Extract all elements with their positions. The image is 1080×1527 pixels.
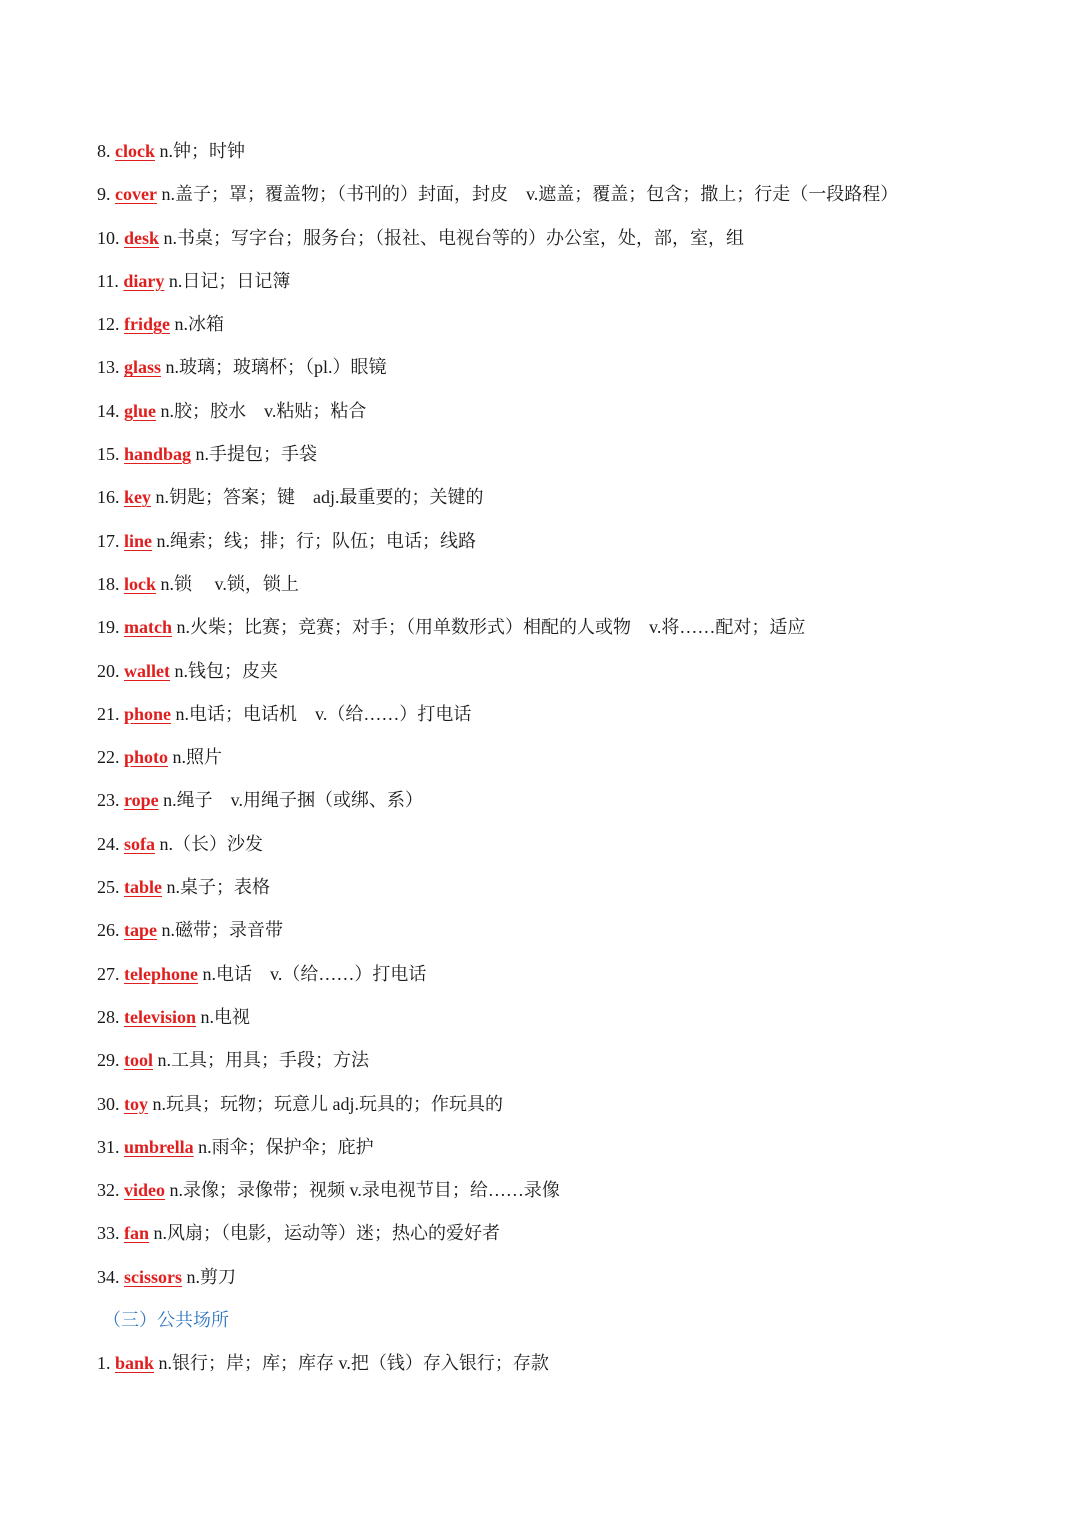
- entry-word: sofa: [124, 833, 155, 854]
- vocab-entry: [97, 178, 1037, 221]
- entry-definition: n.磁带；录音带: [161, 920, 283, 941]
- vocabulary-list: [97, 135, 1037, 1391]
- entry-word: glass: [124, 357, 162, 378]
- entry-number: 13.: [97, 357, 120, 378]
- entry-word: key: [124, 487, 151, 508]
- entry-definition: n.锁 v.锁，锁上: [160, 573, 299, 594]
- entry-number: 24.: [97, 833, 120, 854]
- entry-word: fridge: [124, 314, 170, 335]
- entry-word: lock: [124, 573, 157, 594]
- entry-number: 32.: [97, 1180, 120, 1201]
- vocab-entry: [97, 265, 1037, 308]
- entry-word: desk: [124, 227, 160, 248]
- entry-word: toy: [124, 1093, 148, 1114]
- entry-definition: n.录像；录像带；视频 v.录电视节目；给……录像: [169, 1180, 560, 1201]
- vocab-entry: [97, 1044, 1037, 1087]
- entry-number: 31.: [97, 1136, 120, 1157]
- entry-definition: n.电视: [200, 1006, 250, 1027]
- entry-definition: n.火柴；比赛；竞赛；对手；（用单数形式）相配的人或物 v.将……配对；适应: [176, 617, 806, 638]
- entry-word: wallet: [124, 660, 170, 681]
- entry-definition: n.玻璃；玻璃杯；（pl.）眼镜: [165, 357, 387, 378]
- vocab-entry: [97, 568, 1037, 611]
- entry-number: 17.: [97, 530, 120, 551]
- vocab-entry: [97, 1261, 1037, 1304]
- entry-number: 14.: [97, 400, 120, 421]
- entry-number: 22.: [97, 747, 120, 768]
- vocab-entry: [97, 438, 1037, 481]
- entry-definition: n.钥匙；答案；键 adj.最重要的；关键的: [155, 487, 484, 508]
- entry-number: 29.: [97, 1050, 120, 1071]
- vocab-entry: [97, 914, 1037, 957]
- entry-definition: n.冰箱: [174, 314, 224, 335]
- entry-number: 16.: [97, 487, 120, 508]
- vocab-entry: [97, 135, 1037, 178]
- vocab-entry: [97, 741, 1037, 784]
- entry-word: bank: [115, 1353, 155, 1374]
- entry-definition: n.日记；日记簿: [168, 270, 291, 291]
- entry-definition: n.（长）沙发: [159, 833, 263, 854]
- entry-definition: n.电话；电话机 v.（给……）打电话: [175, 703, 472, 724]
- entry-number: 12.: [97, 314, 120, 335]
- entry-word: handbag: [124, 444, 192, 465]
- vocab-entry: [97, 828, 1037, 871]
- entry-number: 9.: [97, 184, 111, 205]
- entry-word: phone: [124, 703, 172, 724]
- entry-number: 20.: [97, 660, 120, 681]
- entry-word: tool: [124, 1050, 153, 1071]
- entries-group-public-places: [97, 1347, 1037, 1390]
- entry-word: rope: [124, 790, 159, 811]
- entry-word: telephone: [124, 963, 198, 984]
- entry-definition: n.工具；用具；手段；方法: [157, 1050, 369, 1071]
- entry-definition: n.绳子 v.用绳子捆（或绑、系）: [163, 790, 424, 811]
- vocab-entry: [97, 308, 1037, 351]
- entry-word: glue: [124, 400, 157, 421]
- entry-number: 11.: [97, 270, 119, 291]
- entry-word: tape: [124, 920, 157, 941]
- entry-definition: n.书桌；写字台；服务台；（报社、电视台等的）办公室，处，部，室，组: [163, 227, 745, 248]
- vocab-entry: [97, 655, 1037, 698]
- vocab-entry: [97, 698, 1037, 741]
- entry-definition: n.风扇；（电影，运动等）迷；热心的爱好者: [153, 1223, 501, 1244]
- entry-definition: n.玩具；玩物；玩意儿 adj.玩具的；作玩具的: [152, 1093, 503, 1114]
- entry-definition: n.桌子；表格: [166, 877, 270, 898]
- entry-number: 30.: [97, 1093, 120, 1114]
- vocab-entry: [97, 1174, 1037, 1217]
- entry-word: table: [124, 877, 162, 898]
- entry-word: fan: [124, 1223, 150, 1244]
- entry-word: cover: [115, 184, 157, 205]
- entry-definition: n.银行；岸；库；库存 v.把（钱）存入银行；存款: [158, 1353, 549, 1374]
- entry-number: 28.: [97, 1006, 120, 1027]
- vocab-entry: [97, 481, 1037, 524]
- vocab-entry: [97, 611, 1037, 654]
- vocab-entry: [97, 351, 1037, 394]
- vocab-entry: [97, 958, 1037, 1001]
- entry-number: 33.: [97, 1223, 120, 1244]
- vocab-entry: [97, 1217, 1037, 1260]
- entry-number: 34.: [97, 1266, 120, 1287]
- entry-word: match: [124, 617, 172, 638]
- vocab-entry: [97, 871, 1037, 914]
- entry-number: 8.: [97, 141, 111, 161]
- vocab-entry: [97, 1347, 1037, 1390]
- entry-definition: n.盖子；罩；覆盖物；（书刊的）封面，封皮 v.遮盖；覆盖；包含；撒上；行走（一段路程）: [161, 184, 899, 205]
- vocab-entry: [97, 1131, 1037, 1174]
- entry-word: photo: [124, 747, 169, 768]
- entry-word: diary: [123, 270, 165, 291]
- entry-word: scissors: [124, 1266, 182, 1287]
- vocab-entry: [97, 1001, 1037, 1044]
- entry-number: 21.: [97, 703, 120, 724]
- entry-word: umbrella: [124, 1136, 194, 1157]
- entry-definition: n.绳索；线；排；行；队伍；电话；线路: [156, 530, 477, 551]
- entry-number: 15.: [97, 444, 120, 465]
- vocab-entry: [97, 784, 1037, 827]
- entry-definition: n.雨伞；保护伞；庇护: [198, 1136, 374, 1157]
- entry-word: line: [124, 530, 153, 551]
- section-heading: （三）公共场所: [103, 1310, 229, 1331]
- entry-word: television: [124, 1006, 196, 1027]
- entry-number: 27.: [97, 963, 120, 984]
- entries-group-household: [97, 135, 1037, 1304]
- entry-definition: n.剪刀: [186, 1266, 236, 1287]
- entry-definition: n.电话 v.（给……）打电话: [202, 963, 427, 984]
- entry-definition: n.手提包；手袋: [195, 444, 318, 465]
- entry-number: 1.: [97, 1353, 111, 1374]
- vocab-entry: [97, 395, 1037, 438]
- entry-definition: n.照片: [172, 747, 223, 768]
- vocab-entry: [97, 1088, 1037, 1131]
- entry-word: video: [124, 1180, 166, 1201]
- entry-definition: n.胶；胶水 v.粘贴；粘合: [160, 400, 367, 421]
- vocab-entry: [97, 222, 1037, 265]
- entry-number: 10.: [97, 227, 120, 248]
- vocab-entry: [97, 525, 1037, 568]
- entry-number: 19.: [97, 617, 120, 638]
- entry-number: 18.: [97, 573, 120, 594]
- entry-definition: n.钱包；皮夹: [174, 660, 278, 681]
- entry-number: 23.: [97, 790, 120, 811]
- entry-definition: n.钟；时钟: [159, 141, 245, 161]
- entry-word: clock: [115, 141, 155, 161]
- entry-number: 25.: [97, 877, 120, 898]
- entry-number: 26.: [97, 920, 120, 941]
